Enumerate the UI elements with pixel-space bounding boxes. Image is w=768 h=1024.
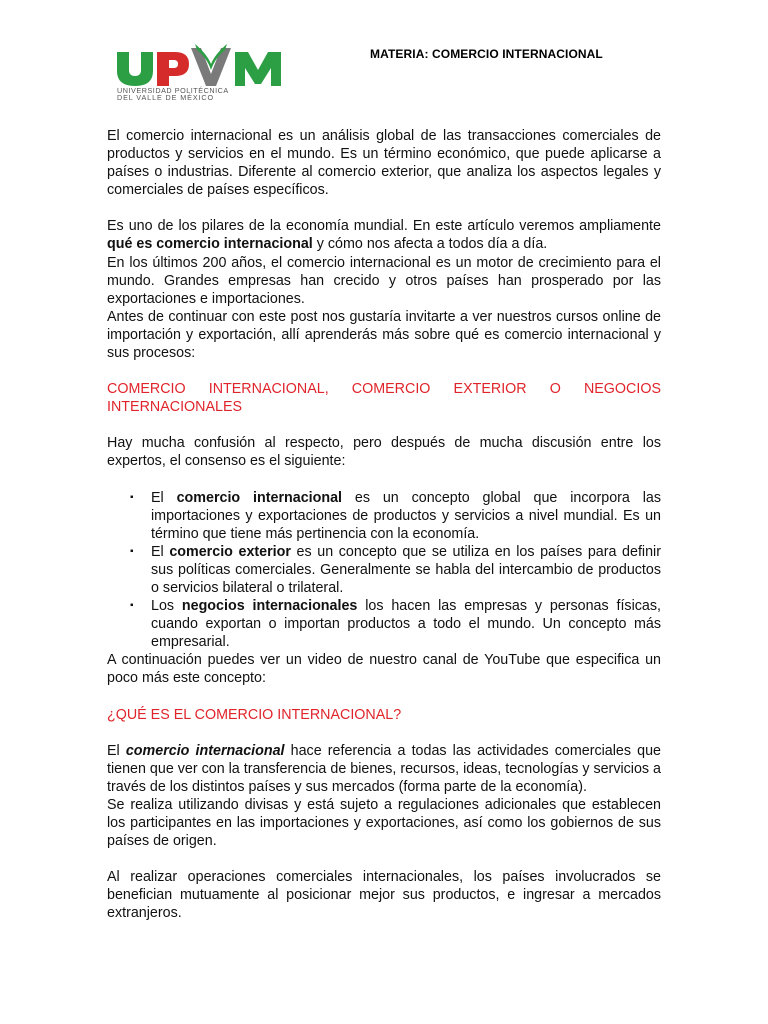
intro-paragraph: El comercio internacional es un análisis global de las transacciones comerciales de productos y servicios en el mundo. Es un término económico, que puede aplicarse a países o industrias. Diferente al comercio exterior, que analiza los aspectos legales y comerciales de países específicos. (107, 128, 661, 199)
logo-letter-m (235, 52, 281, 86)
definition-paragraph: El comercio internacional hace referencia a todas las actividades comerciales que tienen que ver con la transferencia de bienes, recursos, ideas, tecnologías y servicios a través de los distintos países y sus mercados (forma parte de la economía). (107, 742, 661, 795)
list-item: ▪ El comercio internacional es un concepto global que incorpora las importaciones y exportaciones de productos y servicios a nivel mundial. Es un término que tiene más pertinencia con la economía. (130, 489, 661, 542)
video-paragraph: A continuación puedes ver un video de nuestro canal de YouTube que especifica un poco más este concepto: (107, 652, 661, 687)
growth-paragraph: En los últimos 200 años, el comercio internacional es un motor de crecimiento para el mundo. Grandes empresas han crecido y otros países han prosperado por las exportaciones e importaciones. (107, 254, 661, 307)
section-heading-1: COMERCIO INTERNACIONAL, COMERCIO EXTERIOR O NEGOCIOS INTERNACIONALES (107, 381, 661, 416)
bullet-icon: ▪ (130, 600, 134, 612)
subject-header: MATERIA: COMERCIO INTERNACIONAL (370, 47, 603, 61)
logo-line2: DEL VALLE DE MÉXICO (117, 93, 214, 100)
regulation-paragraph: Se realiza utilizando divisas y está sujeto a regulaciones adicionales que establecen los participantes en las importaciones y exportaciones, así como los gobiernos de sus países de origen. (107, 796, 661, 850)
logo-line1: UNIVERSIDAD POLITÉCNICA (117, 86, 229, 95)
logo-letter-u (117, 52, 153, 86)
section-heading-2: ¿QUÉ ES EL COMERCIO INTERNACIONAL? (107, 706, 402, 723)
courses-paragraph: Antes de continuar con este post nos gustaría invitarte a ver nuestros cursos online de importación y exportación, allí aprenderás más sobre qué es comercio internacional y sus procesos: (107, 308, 661, 362)
bullet-icon: ▪ (130, 545, 134, 557)
list-item: ▪ Los negocios internacionales los hacen las empresas y personas físicas, cuando exportan o importan productos a todo el mundo. Un concepto más empresarial. (130, 598, 661, 651)
logo-letter-p (157, 52, 189, 86)
definitions-list (107, 489, 661, 652)
pillars-paragraph: Es uno de los pilares de la economía mundial. En este artículo veremos ampliamente qué es comercio internacional y cómo nos afecta a todos día a día. (107, 218, 661, 253)
upvm-logo (115, 40, 290, 100)
benefits-paragraph: Al realizar operaciones comerciales internacionales, los países involucrados se benefician mutuamente al posicionar mejor sus productos, e ingresar a mercados extranjeros. (107, 869, 661, 922)
document-body (107, 127, 661, 922)
bold-term: qué es comercio internacional (107, 236, 313, 253)
list-item: ▪ El comercio exterior es un concepto que se utiliza en los países para definir sus políticas comerciales. Generalmente se habla del intercambio de productos o servicios bilateral o trilateral. (130, 543, 661, 596)
bullet-icon: ▪ (130, 491, 134, 503)
confusion-paragraph: Hay mucha confusión al respecto, pero después de mucha discusión entre los expertos, el consenso es el siguiente: (107, 435, 661, 470)
